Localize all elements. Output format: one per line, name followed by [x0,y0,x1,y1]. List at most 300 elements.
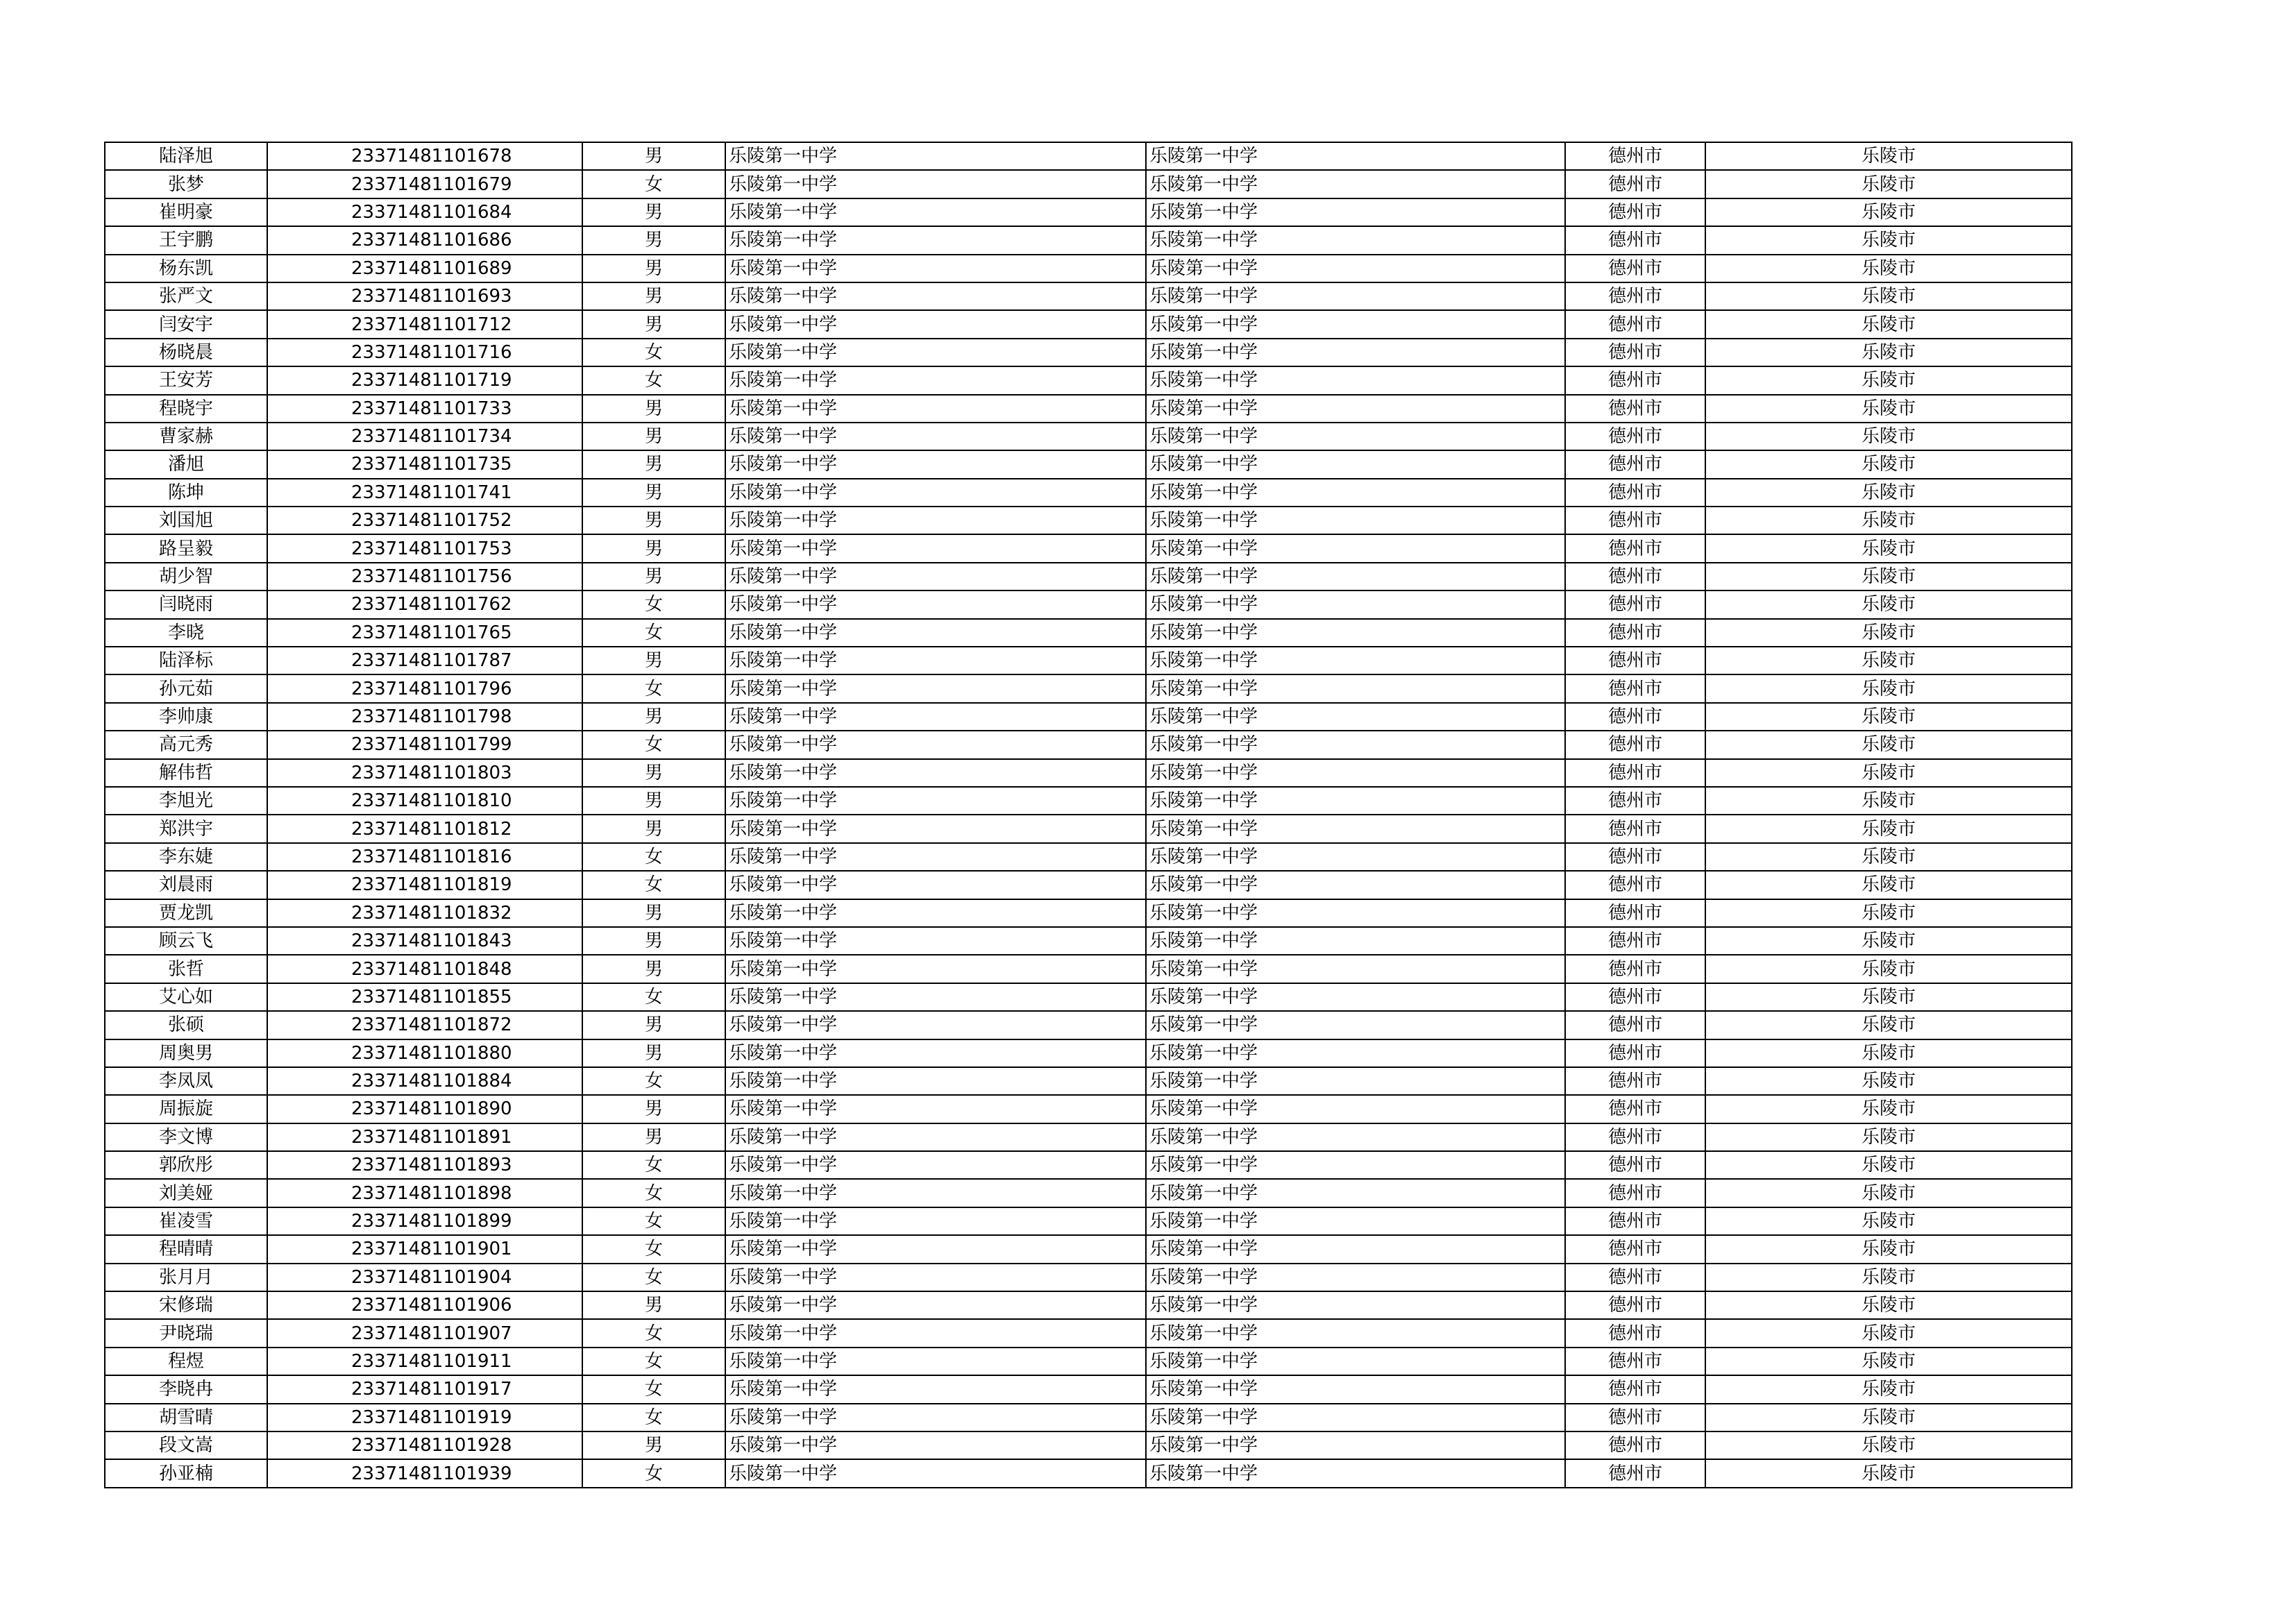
cell-city: 德州市 [1565,787,1705,815]
cell-county: 乐陵市 [1705,955,2072,983]
cell-school: 乐陵第一中学 [725,366,1146,394]
cell-gender: 女 [582,674,725,702]
cell-city: 德州市 [1565,395,1705,423]
cell-exam-site: 乐陵第一中学 [1146,423,1565,450]
cell-city: 德州市 [1565,674,1705,702]
table-row [105,479,2072,507]
cell-gender: 女 [582,983,725,1011]
table-row [105,619,2072,647]
cell-exam-id: 23371481101733 [267,395,582,423]
cell-school: 乐陵第一中学 [725,1067,1146,1095]
cell-gender: 男 [582,563,725,590]
cell-exam-id: 23371481101872 [267,1011,582,1039]
cell-name: 李凤凤 [105,1067,267,1095]
cell-county: 乐陵市 [1705,815,2072,842]
cell-gender: 男 [582,927,725,955]
cell-gender: 男 [582,1011,725,1039]
table-row [105,366,2072,394]
cell-exam-site: 乐陵第一中学 [1146,142,1565,170]
table-row [105,787,2072,815]
cell-city: 德州市 [1565,871,1705,899]
cell-exam-id: 23371481101893 [267,1151,582,1179]
cell-city: 德州市 [1565,1291,1705,1319]
cell-name: 陆泽旭 [105,142,267,170]
cell-exam-site: 乐陵第一中学 [1146,1264,1565,1291]
cell-city: 德州市 [1565,1235,1705,1263]
cell-city: 德州市 [1565,1431,1705,1459]
cell-exam-id: 23371481101899 [267,1207,582,1235]
cell-county: 乐陵市 [1705,534,2072,562]
cell-city: 德州市 [1565,310,1705,338]
cell-gender: 男 [582,647,725,674]
cell-county: 乐陵市 [1705,703,2072,731]
cell-city: 德州市 [1565,339,1705,366]
cell-exam-id: 23371481101799 [267,731,582,758]
cell-name: 宋修瑞 [105,1291,267,1319]
cell-city: 德州市 [1565,1039,1705,1067]
cell-school: 乐陵第一中学 [725,226,1146,254]
cell-name: 郭欣彤 [105,1151,267,1179]
cell-name: 李帅康 [105,703,267,731]
cell-county: 乐陵市 [1705,339,2072,366]
cell-exam-id: 23371481101812 [267,815,582,842]
cell-exam-id: 23371481101689 [267,255,582,282]
cell-exam-site: 乐陵第一中学 [1146,759,1565,787]
cell-city: 德州市 [1565,1123,1705,1151]
cell-gender: 男 [582,395,725,423]
cell-gender: 女 [582,619,725,647]
cell-gender: 男 [582,1123,725,1151]
cell-county: 乐陵市 [1705,674,2072,702]
cell-city: 德州市 [1565,899,1705,927]
table-row [105,1348,2072,1375]
cell-name: 张哲 [105,955,267,983]
cell-county: 乐陵市 [1705,759,2072,787]
cell-county: 乐陵市 [1705,647,2072,674]
cell-school: 乐陵第一中学 [725,1459,1146,1487]
cell-city: 德州市 [1565,423,1705,450]
cell-exam-id: 23371481101753 [267,534,582,562]
cell-name: 刘国旭 [105,507,267,534]
cell-exam-id: 23371481101716 [267,339,582,366]
cell-exam-id: 23371481101843 [267,927,582,955]
cell-name: 胡少智 [105,563,267,590]
cell-gender: 男 [582,534,725,562]
cell-gender: 男 [582,450,725,478]
table-row [105,1404,2072,1431]
table-row [105,759,2072,787]
cell-school: 乐陵第一中学 [725,1348,1146,1375]
cell-school: 乐陵第一中学 [725,423,1146,450]
cell-name: 李旭光 [105,787,267,815]
cell-school: 乐陵第一中学 [725,1235,1146,1263]
cell-city: 德州市 [1565,479,1705,507]
cell-exam-site: 乐陵第一中学 [1146,871,1565,899]
cell-exam-id: 23371481101901 [267,1235,582,1263]
cell-county: 乐陵市 [1705,1011,2072,1039]
cell-exam-id: 23371481101684 [267,198,582,226]
cell-city: 德州市 [1565,619,1705,647]
table-row [105,255,2072,282]
cell-name: 杨晓晨 [105,339,267,366]
cell-city: 德州市 [1565,1179,1705,1207]
table-row [105,1151,2072,1179]
cell-exam-site: 乐陵第一中学 [1146,1067,1565,1095]
cell-school: 乐陵第一中学 [725,1404,1146,1431]
cell-exam-id: 23371481101735 [267,450,582,478]
cell-exam-id: 23371481101810 [267,787,582,815]
cell-exam-id: 23371481101762 [267,590,582,618]
cell-gender: 男 [582,1039,725,1067]
cell-exam-site: 乐陵第一中学 [1146,226,1565,254]
cell-school: 乐陵第一中学 [725,1123,1146,1151]
cell-name: 顾云飞 [105,927,267,955]
cell-exam-site: 乐陵第一中学 [1146,507,1565,534]
cell-gender: 男 [582,703,725,731]
cell-gender: 女 [582,1067,725,1095]
table-row [105,534,2072,562]
cell-school: 乐陵第一中学 [725,647,1146,674]
table-row [105,310,2072,338]
table-row [105,1264,2072,1291]
cell-county: 乐陵市 [1705,507,2072,534]
table-row [105,563,2072,590]
cell-exam-site: 乐陵第一中学 [1146,1235,1565,1263]
cell-exam-id: 23371481101919 [267,1404,582,1431]
cell-city: 德州市 [1565,703,1705,731]
cell-name: 杨东凯 [105,255,267,282]
cell-county: 乐陵市 [1705,1179,2072,1207]
cell-name: 崔凌雪 [105,1207,267,1235]
cell-exam-id: 23371481101848 [267,955,582,983]
cell-exam-id: 23371481101686 [267,226,582,254]
cell-city: 德州市 [1565,843,1705,871]
cell-school: 乐陵第一中学 [725,1011,1146,1039]
cell-county: 乐陵市 [1705,310,2072,338]
table-row [105,1431,2072,1459]
cell-gender: 女 [582,590,725,618]
cell-school: 乐陵第一中学 [725,871,1146,899]
cell-county: 乐陵市 [1705,226,2072,254]
cell-name: 程晴晴 [105,1235,267,1263]
cell-exam-site: 乐陵第一中学 [1146,255,1565,282]
cell-school: 乐陵第一中学 [725,479,1146,507]
cell-name: 陆泽标 [105,647,267,674]
cell-city: 德州市 [1565,731,1705,758]
cell-name: 张硕 [105,1011,267,1039]
table-row [105,731,2072,758]
cell-county: 乐陵市 [1705,1264,2072,1291]
cell-exam-site: 乐陵第一中学 [1146,899,1565,927]
cell-name: 刘晨雨 [105,871,267,899]
cell-exam-site: 乐陵第一中学 [1146,1291,1565,1319]
cell-exam-id: 23371481101752 [267,507,582,534]
cell-county: 乐陵市 [1705,1291,2072,1319]
cell-name: 周奥男 [105,1039,267,1067]
cell-city: 德州市 [1565,170,1705,198]
cell-name: 曹家赫 [105,423,267,450]
cell-county: 乐陵市 [1705,563,2072,590]
cell-school: 乐陵第一中学 [725,563,1146,590]
cell-name: 程晓宇 [105,395,267,423]
cell-name: 王安芳 [105,366,267,394]
table-row [105,339,2072,366]
cell-name: 孙元茹 [105,674,267,702]
cell-exam-site: 乐陵第一中学 [1146,731,1565,758]
cell-city: 德州市 [1565,1459,1705,1487]
cell-exam-id: 23371481101904 [267,1264,582,1291]
cell-exam-id: 23371481101907 [267,1319,582,1347]
cell-gender: 女 [582,1404,725,1431]
cell-county: 乐陵市 [1705,619,2072,647]
cell-name: 潘旭 [105,450,267,478]
cell-exam-id: 23371481101765 [267,619,582,647]
cell-exam-id: 23371481101816 [267,843,582,871]
cell-county: 乐陵市 [1705,843,2072,871]
cell-gender: 男 [582,198,725,226]
table-row [105,1291,2072,1319]
cell-school: 乐陵第一中学 [725,1431,1146,1459]
cell-school: 乐陵第一中学 [725,1095,1146,1123]
cell-name: 周振旋 [105,1095,267,1123]
cell-gender: 女 [582,1179,725,1207]
cell-exam-id: 23371481101678 [267,142,582,170]
cell-gender: 男 [582,255,725,282]
cell-school: 乐陵第一中学 [725,1207,1146,1235]
cell-county: 乐陵市 [1705,927,2072,955]
cell-name: 闫晓雨 [105,590,267,618]
cell-gender: 男 [582,282,725,310]
table-row [105,703,2072,731]
cell-school: 乐陵第一中学 [725,1179,1146,1207]
cell-school: 乐陵第一中学 [725,395,1146,423]
cell-county: 乐陵市 [1705,1319,2072,1347]
cell-name: 张严文 [105,282,267,310]
cell-exam-site: 乐陵第一中学 [1146,703,1565,731]
cell-city: 德州市 [1565,815,1705,842]
table-row [105,1319,2072,1347]
cell-county: 乐陵市 [1705,1431,2072,1459]
cell-school: 乐陵第一中学 [725,1039,1146,1067]
cell-exam-id: 23371481101832 [267,899,582,927]
cell-name: 艾心如 [105,983,267,1011]
cell-county: 乐陵市 [1705,1207,2072,1235]
cell-school: 乐陵第一中学 [725,927,1146,955]
cell-exam-id: 23371481101756 [267,563,582,590]
table-row [105,170,2072,198]
cell-name: 尹晓瑞 [105,1319,267,1347]
cell-gender: 女 [582,1348,725,1375]
cell-gender: 男 [582,310,725,338]
cell-city: 德州市 [1565,142,1705,170]
cell-city: 德州市 [1565,255,1705,282]
cell-county: 乐陵市 [1705,899,2072,927]
table-row [105,1067,2072,1095]
cell-school: 乐陵第一中学 [725,983,1146,1011]
cell-exam-id: 23371481101796 [267,674,582,702]
cell-county: 乐陵市 [1705,983,2072,1011]
cell-county: 乐陵市 [1705,731,2072,758]
cell-gender: 男 [582,507,725,534]
table-row [105,423,2072,450]
table-row [105,282,2072,310]
cell-exam-id: 23371481101880 [267,1039,582,1067]
cell-name: 崔明豪 [105,198,267,226]
cell-county: 乐陵市 [1705,1095,2072,1123]
cell-name: 陈坤 [105,479,267,507]
cell-city: 德州市 [1565,1067,1705,1095]
cell-gender: 男 [582,423,725,450]
student-table [104,142,2073,1488]
cell-county: 乐陵市 [1705,142,2072,170]
cell-school: 乐陵第一中学 [725,198,1146,226]
cell-exam-site: 乐陵第一中学 [1146,310,1565,338]
cell-county: 乐陵市 [1705,590,2072,618]
cell-city: 德州市 [1565,1375,1705,1403]
cell-exam-site: 乐陵第一中学 [1146,1375,1565,1403]
cell-exam-id: 23371481101928 [267,1431,582,1459]
cell-county: 乐陵市 [1705,198,2072,226]
cell-name: 王宇鹏 [105,226,267,254]
table-row [105,226,2072,254]
cell-city: 德州市 [1565,1348,1705,1375]
cell-city: 德州市 [1565,590,1705,618]
table-row [105,142,2072,170]
cell-county: 乐陵市 [1705,479,2072,507]
table-row [105,815,2072,842]
cell-gender: 男 [582,1291,725,1319]
cell-exam-site: 乐陵第一中学 [1146,590,1565,618]
cell-exam-site: 乐陵第一中学 [1146,1123,1565,1151]
cell-exam-id: 23371481101906 [267,1291,582,1319]
table-row [105,647,2072,674]
cell-city: 德州市 [1565,534,1705,562]
cell-exam-id: 23371481101898 [267,1179,582,1207]
cell-name: 高元秀 [105,731,267,758]
table-body [105,142,2072,1488]
cell-gender: 男 [582,1095,725,1123]
cell-exam-id: 23371481101693 [267,282,582,310]
cell-name: 胡雪晴 [105,1404,267,1431]
cell-school: 乐陵第一中学 [725,255,1146,282]
cell-county: 乐陵市 [1705,255,2072,282]
cell-exam-site: 乐陵第一中学 [1146,1431,1565,1459]
cell-exam-site: 乐陵第一中学 [1146,339,1565,366]
table-row [105,899,2072,927]
cell-city: 德州市 [1565,198,1705,226]
table-row [105,507,2072,534]
cell-gender: 女 [582,1264,725,1291]
table-row [105,1235,2072,1263]
cell-city: 德州市 [1565,1207,1705,1235]
cell-city: 德州市 [1565,1264,1705,1291]
cell-name: 孙亚楠 [105,1459,267,1487]
cell-city: 德州市 [1565,507,1705,534]
cell-city: 德州市 [1565,563,1705,590]
cell-exam-site: 乐陵第一中学 [1146,1095,1565,1123]
table-row [105,1095,2072,1123]
cell-gender: 男 [582,815,725,842]
cell-school: 乐陵第一中学 [725,815,1146,842]
table-row [105,983,2072,1011]
cell-gender: 男 [582,899,725,927]
cell-county: 乐陵市 [1705,170,2072,198]
cell-name: 闫安宇 [105,310,267,338]
cell-gender: 女 [582,366,725,394]
table-row [105,674,2072,702]
cell-school: 乐陵第一中学 [725,1291,1146,1319]
cell-school: 乐陵第一中学 [725,1375,1146,1403]
cell-gender: 女 [582,731,725,758]
cell-exam-id: 23371481101917 [267,1375,582,1403]
cell-exam-site: 乐陵第一中学 [1146,1459,1565,1487]
table-row [105,198,2072,226]
cell-exam-site: 乐陵第一中学 [1146,955,1565,983]
cell-name: 贾龙凯 [105,899,267,927]
cell-county: 乐陵市 [1705,395,2072,423]
cell-county: 乐陵市 [1705,1404,2072,1431]
cell-exam-site: 乐陵第一中学 [1146,1348,1565,1375]
table-row [105,590,2072,618]
table-row [105,1375,2072,1403]
cell-gender: 女 [582,1235,725,1263]
cell-county: 乐陵市 [1705,1459,2072,1487]
cell-city: 德州市 [1565,226,1705,254]
cell-exam-id: 23371481101891 [267,1123,582,1151]
cell-city: 德州市 [1565,450,1705,478]
table-row [105,927,2072,955]
cell-exam-site: 乐陵第一中学 [1146,1207,1565,1235]
cell-exam-site: 乐陵第一中学 [1146,815,1565,842]
cell-school: 乐陵第一中学 [725,674,1146,702]
cell-exam-id: 23371481101712 [267,310,582,338]
cell-county: 乐陵市 [1705,1123,2072,1151]
table-row [105,1011,2072,1039]
cell-school: 乐陵第一中学 [725,534,1146,562]
cell-exam-site: 乐陵第一中学 [1146,534,1565,562]
cell-city: 德州市 [1565,1011,1705,1039]
cell-name: 李晓冉 [105,1375,267,1403]
table-row [105,1459,2072,1487]
cell-exam-site: 乐陵第一中学 [1146,170,1565,198]
cell-school: 乐陵第一中学 [725,843,1146,871]
cell-school: 乐陵第一中学 [725,507,1146,534]
cell-exam-site: 乐陵第一中学 [1146,619,1565,647]
cell-name: 程煜 [105,1348,267,1375]
cell-gender: 女 [582,871,725,899]
cell-exam-site: 乐陵第一中学 [1146,647,1565,674]
cell-exam-id: 23371481101719 [267,366,582,394]
cell-county: 乐陵市 [1705,787,2072,815]
cell-gender: 男 [582,226,725,254]
cell-exam-id: 23371481101911 [267,1348,582,1375]
cell-city: 德州市 [1565,647,1705,674]
cell-exam-site: 乐陵第一中学 [1146,674,1565,702]
table-row [105,871,2072,899]
cell-county: 乐陵市 [1705,423,2072,450]
table-row [105,395,2072,423]
cell-exam-id: 23371481101855 [267,983,582,1011]
cell-exam-site: 乐陵第一中学 [1146,1039,1565,1067]
cell-exam-id: 23371481101890 [267,1095,582,1123]
cell-exam-site: 乐陵第一中学 [1146,927,1565,955]
cell-school: 乐陵第一中学 [725,450,1146,478]
cell-exam-site: 乐陵第一中学 [1146,983,1565,1011]
cell-gender: 女 [582,1459,725,1487]
cell-gender: 女 [582,339,725,366]
cell-city: 德州市 [1565,1319,1705,1347]
cell-exam-site: 乐陵第一中学 [1146,563,1565,590]
